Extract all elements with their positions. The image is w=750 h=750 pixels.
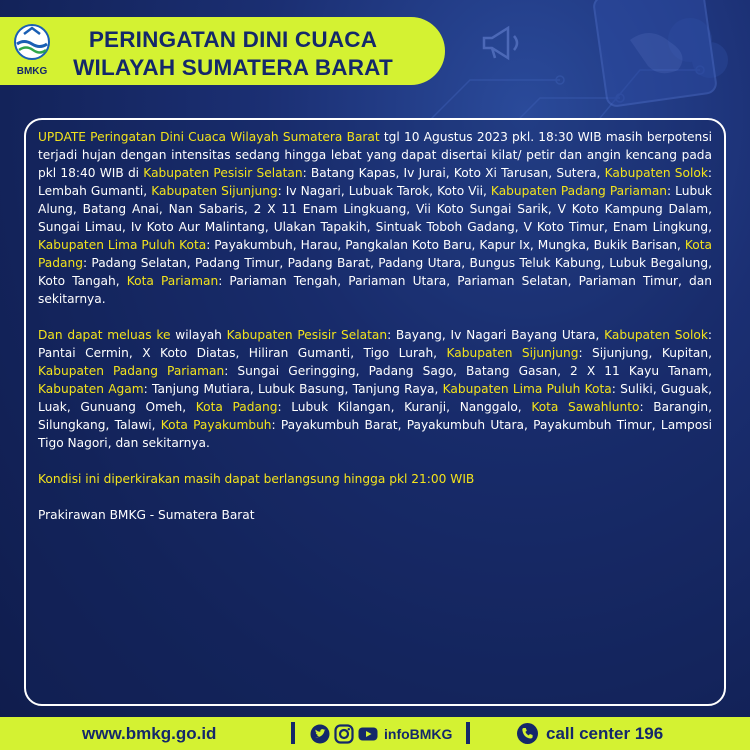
highlight-text: Kabupaten Sijunjung <box>151 184 278 198</box>
highlight-text: Kabupaten Pesisir Selatan <box>143 166 303 180</box>
body-text: : Lembah Gumanti, <box>38 166 712 198</box>
instagram-icon[interactable] <box>334 724 354 744</box>
highlight-text: Kota Payakumbuh <box>160 418 272 432</box>
highlight-text: Kabupaten Solok <box>604 328 708 342</box>
body-text: : Barangin, Silungkang, Talawi, <box>38 400 713 432</box>
twitter-icon[interactable] <box>310 724 330 744</box>
title-line-2: WILAYAH SUMATERA BARAT <box>73 55 393 80</box>
body-text: : Pantai Cermin, X Koto Diatas, Hiliran Gumanti, Tigo Lurah, <box>38 328 712 360</box>
body-text: : Payakumbuh, Harau, Pangkalan Koto Baru, Kapur Ix, Mungka, Bukik Barisan, <box>206 238 685 252</box>
smartphone-illustration <box>560 0 750 130</box>
footer-divider <box>466 722 470 744</box>
highlight-text: UPDATE Peringatan Dini Cuaca Wilayah Sumatera Barat <box>38 130 380 144</box>
body-text: : Lubuk Alung, Batang Anai, Nan Sabaris, 2 X 11 Enam Lingkuang, Vii Koto Sungai Sarik, V Koto Kampung Dalam, Sungai Limau, Iv Koto Aur Malintang, Ulakan Tapakih, Sintuak Toboh Gadang, V Koto Timur, Enam Lingkung, <box>38 184 712 234</box>
body-text: wilayah <box>170 328 227 342</box>
title-line-1: PERINGATAN DINI CUACA <box>88 27 378 52</box>
highlight-text: Kota Padang <box>195 400 278 414</box>
warning-content-card <box>24 118 726 706</box>
body-text: : Bayang, Iv Nagari Bayang Utara, <box>387 328 605 342</box>
logo-text: BMKG <box>16 66 48 77</box>
body-text: : Suliki, Guguak, Luak, Gunuang Omeh, <box>38 382 713 414</box>
body-text: : Sijunjung, Kupitan, <box>578 346 712 360</box>
highlight-text: Kabupaten Pesisir Selatan <box>226 328 388 342</box>
page-title <box>58 26 408 82</box>
highlight-text: Dan dapat meluas ke <box>38 328 171 342</box>
body-text: : Padang Selatan, Padang Timur, Padang Barat, Padang Utara, Bungus Teluk Kabung, Lubuk Begalung, Koto Tangah, <box>38 256 712 288</box>
highlight-text: Kota Padang <box>38 238 712 270</box>
body-text: : Lubuk Kilangan, Kuranji, Nanggalo, <box>277 400 532 414</box>
highlight-text: Kabupaten Sijunjung <box>446 346 579 360</box>
warning-text <box>38 128 712 542</box>
duration-note: Kondisi ini diperkirakan masih dapat berlangsung hingga pkl 21:00 WIB <box>38 472 475 486</box>
forecaster-signature: Prakirawan BMKG - Sumatera Barat <box>38 508 255 522</box>
social-handle[interactable]: infoBMKG <box>384 726 453 742</box>
website-link[interactable]: www.bmkg.go.id <box>82 724 217 743</box>
megaphone-icon <box>478 22 528 64</box>
highlight-text: Kabupaten Solok <box>604 166 708 180</box>
highlight-text: Kota Sawahlunto <box>531 400 640 414</box>
social-icons <box>310 724 378 744</box>
bmkg-logo <box>12 22 52 80</box>
warning-paragraph-1 <box>38 128 712 308</box>
body-text: : Batang Kapas, Iv Jurai, Koto Xi Tarusan, Sutera, <box>302 166 605 180</box>
footer-bar <box>0 717 750 750</box>
highlight-text: Kabupaten Padang Pariaman <box>38 364 225 378</box>
body-text: : Iv Nagari, Lubuak Tarok, Koto Vii, <box>277 184 491 198</box>
warning-paragraph-2 <box>38 326 712 452</box>
youtube-icon[interactable] <box>358 724 378 744</box>
footer-divider <box>291 722 295 744</box>
highlight-text: Kabupaten Padang Pariaman <box>490 184 668 198</box>
highlight-text: Kabupaten Agam <box>38 382 144 396</box>
body-text: : Payakumbuh Barat, Payakumbuh Utara, Payakumbuh Timur, Lamposi Tigo Nagori, dan sekitarnya. <box>38 418 712 450</box>
call-center-number[interactable]: call center 196 <box>546 724 664 743</box>
body-text: tgl 10 Agustus 2023 pkl. 18:30 WIB masih berpotensi terjadi hujan dengan intensitas sedang hingga lebat yang dapat disertai kilat/ petir dan angin kencang pada pkl 18:40 WIB di <box>38 130 712 180</box>
highlight-text: Kabupaten Lima Puluh Kota <box>442 382 612 396</box>
highlight-text: Kabupaten Lima Puluh Kota <box>38 238 207 252</box>
body-text: : Tanjung Mutiara, Lubuk Basung, Tanjung Raya, <box>143 382 443 396</box>
body-text: : Pariaman Tengah, Pariaman Utara, Pariaman Selatan, Pariaman Timur, dan sekitarnya. <box>38 274 712 306</box>
phone-icon <box>517 723 538 744</box>
highlight-text: Kota Pariaman <box>126 274 219 288</box>
body-text: : Sungai Geringging, Padang Sago, Batang Gasan, 2 X 11 Kayu Tanam, <box>224 364 712 378</box>
